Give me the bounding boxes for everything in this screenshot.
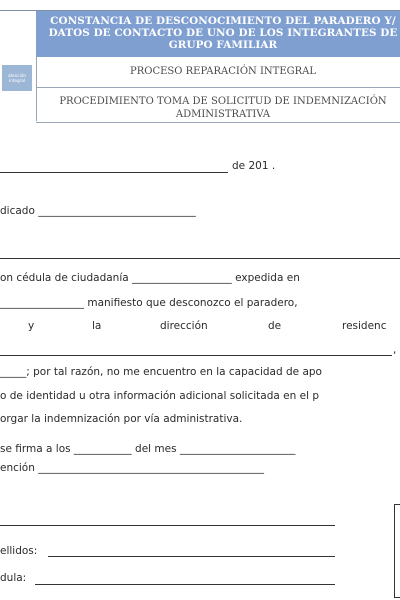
- date-suffix: de 201 .: [232, 160, 276, 172]
- atencion-integral-logo: [2, 65, 32, 91]
- procedure-name: PROCEDIMIENTO TOMA DE SOLICITUD DE INDEMNIZACIÓN ADMINISTRATIVA: [36, 87, 400, 123]
- signature-date-line: se firma a los ___________ del mes ______________________: [0, 443, 296, 455]
- word-y: y: [28, 320, 35, 332]
- signature-line: [0, 525, 335, 526]
- address-blank-line: [0, 355, 392, 356]
- word-residencia: residenc: [342, 320, 387, 332]
- logo-text-1: atención: [7, 73, 27, 78]
- process-name: PROCESO REPARACIÓN INTEGRAL: [36, 57, 400, 88]
- date-blank-line: [0, 172, 228, 173]
- paragraph-line-2: ________________ manifiesto que desconozco el paradero,: [0, 297, 298, 309]
- radicado-line: dicado ______________________________: [0, 205, 196, 217]
- paragraph-line-3: [0, 320, 400, 334]
- cedula-label: dula:: [0, 572, 27, 584]
- paragraph-line-7: orgar la indemnización por vía administrativa.: [0, 413, 243, 425]
- paragraph-line-5: _____; por tal razón, no me encuentro en la capacidad de apo: [0, 366, 322, 378]
- document-title: CONSTANCIA DE DESCONOCIMIENTO DEL PARADERO Y/ DATOS DE CONTACTO DE UNO DE LOS INTEGRANTES DE GRUPO FAMILIAR: [36, 11, 400, 57]
- paragraph-line-1: on cédula de ciudadanía ___________________ expedida en: [0, 272, 300, 284]
- fingerprint-box: [394, 504, 400, 598]
- name-blank-line: [0, 258, 400, 259]
- line4-comma: ,: [393, 344, 397, 356]
- word-direccion: dirección: [160, 320, 208, 332]
- apellidos-line: [48, 556, 335, 557]
- word-de: de: [268, 320, 282, 332]
- apellidos-label: ellidos:: [0, 545, 38, 557]
- attention-line: ención ___________________________________________: [0, 462, 264, 474]
- cedula-line: [35, 584, 335, 585]
- paragraph-line-6: o de identidad u otra información adicional solicitada en el p: [0, 390, 319, 402]
- logo-text-2: integral: [8, 78, 26, 83]
- document-header: [0, 10, 400, 120]
- word-la: la: [92, 320, 102, 332]
- logo-cell: [0, 11, 37, 121]
